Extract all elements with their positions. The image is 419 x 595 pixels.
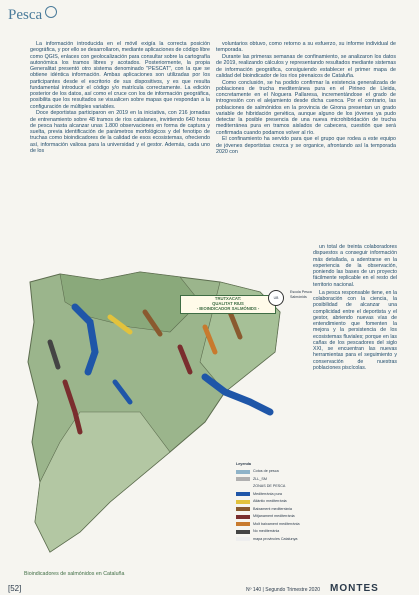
paragraph: Como conclusión, se ha podido confirmar la existencia generalizada de poblaciones de trucha mediterránea pura en el Pirineo de Lleida, concretamente en el Noguera Pallaresa, incrementándose el grado de introgresión con el alejamiento desde dicha cuenca. Por el contrario, las poblaciones de salmónidos en la provincia de Girona presentan un grado variable de hibridación genética, aunque alguno de los jóvenes ya pudo detectar la posible presencia de una nueva microhibridación de trucha mediterránea pura en tramos aislados de cabecera, cuestión que será confirmada cuando podamos volver al río. (216, 79, 396, 136)
badge-line: TRUTXACAT: (214, 296, 242, 301)
paragraph: voluntarios obtuvo, como retorno a su esfuerzo, su informe individual de temporada. (216, 41, 396, 54)
legend-swatch (236, 500, 250, 504)
issue-info: Nº 140 | Segundo Trimestre 2020 (246, 587, 321, 593)
section-header (8, 6, 57, 24)
legend-label: ZLL_SM (253, 476, 267, 481)
paragraph: un total de treinta colaboradores dispuestos a conseguir información más detallada, a adentrarse en la experiencia de la observación, poniendo las bases de un proyecto fácilmente replicable en el resto del territorio nacional. (313, 244, 397, 288)
paragraph: Durante las primeras semanas de confinamiento, se analizaron los datos de 2019, realizando cálculos y representando resultados mediante sistemas de información geográfica, consiguiendo establecer el primer mapa de calidad del bioindicador de los ríos pirenaicos de Cataluña. (216, 54, 396, 79)
legend-swatch (236, 492, 250, 496)
legend-item (236, 498, 314, 506)
legend-label: Atlàntic mediterrània (253, 499, 287, 504)
legend-label: Baixament mediterrània (253, 506, 292, 511)
legend-swatch (236, 470, 250, 474)
school-logo: Escola Pesca Salmònids (290, 290, 312, 299)
paragraph: La pesca responsable tiene, en la colaboración con la ciencia, la posibilidad de alcanzar una complicidad entre el deportista y el gestor, abriendo nuevas vías de entendimiento que fomenten la mejora y la persistencia de los ecosistemas fluviales; porque en las cañas de los pescadores del siglo XXI, se encuentran las nuevas herramientas para el seguimiento y conservación de nuestras poblaciones piscícolas. (313, 289, 397, 371)
legend-swatch (236, 485, 250, 489)
legend-label: ZONAS DE PESCA (253, 484, 286, 489)
legend-swatch (236, 537, 250, 541)
project-badge (180, 295, 276, 314)
legend-item (236, 506, 314, 514)
text-column-3 (313, 244, 397, 371)
legend-label: Molt baixament mediterrània (253, 521, 300, 526)
legend-swatch (236, 477, 250, 481)
section-title: Pesca (8, 7, 43, 23)
legend-swatch (236, 507, 250, 511)
legend-item (236, 476, 314, 484)
legend-label: No mediterrània (253, 529, 280, 534)
legend-item (236, 521, 314, 529)
page-number: [52] (8, 584, 22, 593)
legend-label: Mitjanament mediterrània (253, 514, 295, 519)
magazine-logo: MONTES (330, 583, 379, 594)
text-column-1 (30, 41, 210, 155)
legend-swatch (236, 530, 250, 534)
legend-label: mapa provincies Catalunya (253, 536, 298, 541)
legend-item (236, 536, 314, 544)
map-caption: Bioindicadores de salmónidos en Cataluña (24, 571, 125, 577)
map-legend (236, 462, 314, 543)
fish-icon (45, 6, 57, 18)
legend-label: Cotos de pesca (253, 469, 279, 474)
legend-item (236, 483, 314, 491)
paragraph: El confinamiento ha servido para que el grupo que rodea a este equipo de jóvenes deportistas crezca y se organice, afrontando así la temporada 2020 con (216, 136, 396, 155)
legend-swatch (236, 515, 250, 519)
university-logo: UB (268, 290, 284, 306)
paragraph: La información introducida en el móvil exigía la correcta posición geográfica, y por ello se desarrollaron, mediante aplicaciones de código libre como QGIS, enlaces con geolocalización para consultar sobre la cartografía autonómica los tramos libres y acotados. Posteriormente, la propia Generalitat presentó otro sistema denominado "PESCAT", con la que se obtiene idéntica información. Ambas aplicaciones son utilizadas por los participantes desde el escritorio de sus dispositivos, y es que resulta fundamental introducir el código y/o matrícula correctamente. La edición posterior de los datos, así como el cruce con los de información geográfica, posibilita que los resultados se visualicen sobre mapas que respondan a la configuración de múltiples variables. (30, 41, 210, 110)
legend-item (236, 468, 314, 476)
text-column-2 (216, 41, 396, 156)
legend-swatch (236, 522, 250, 526)
paragraph: Doce deportistas participaron en 2019 en la iniciativa, con 216 jornadas de entrenamiento sobre 48 tramos de ríos catalanes, invirtiendo 640 horas de pesca hasta alcanzar unas 1.800 observaciones en forma de captura y suelta, previa identificación de parámetros morfológicos y del fenotipo de truchas como bioindicadores de la calidad de esos ecosistemas, ofreciendo así, información valiosa para la universidad y el gestor. Además, cada uno de los (30, 110, 210, 154)
legend-item (236, 528, 314, 536)
legend-item (236, 513, 314, 521)
badge-line: QUALITAT RIUS (212, 301, 244, 307)
legend-label: Mediterrània pura (253, 491, 282, 496)
partner-logos (268, 290, 312, 306)
legend-item (236, 491, 314, 499)
legend-title: Leyenda (236, 462, 251, 466)
badge-line: - BIOINDICADOR SALMÒNIDS - (196, 306, 260, 312)
